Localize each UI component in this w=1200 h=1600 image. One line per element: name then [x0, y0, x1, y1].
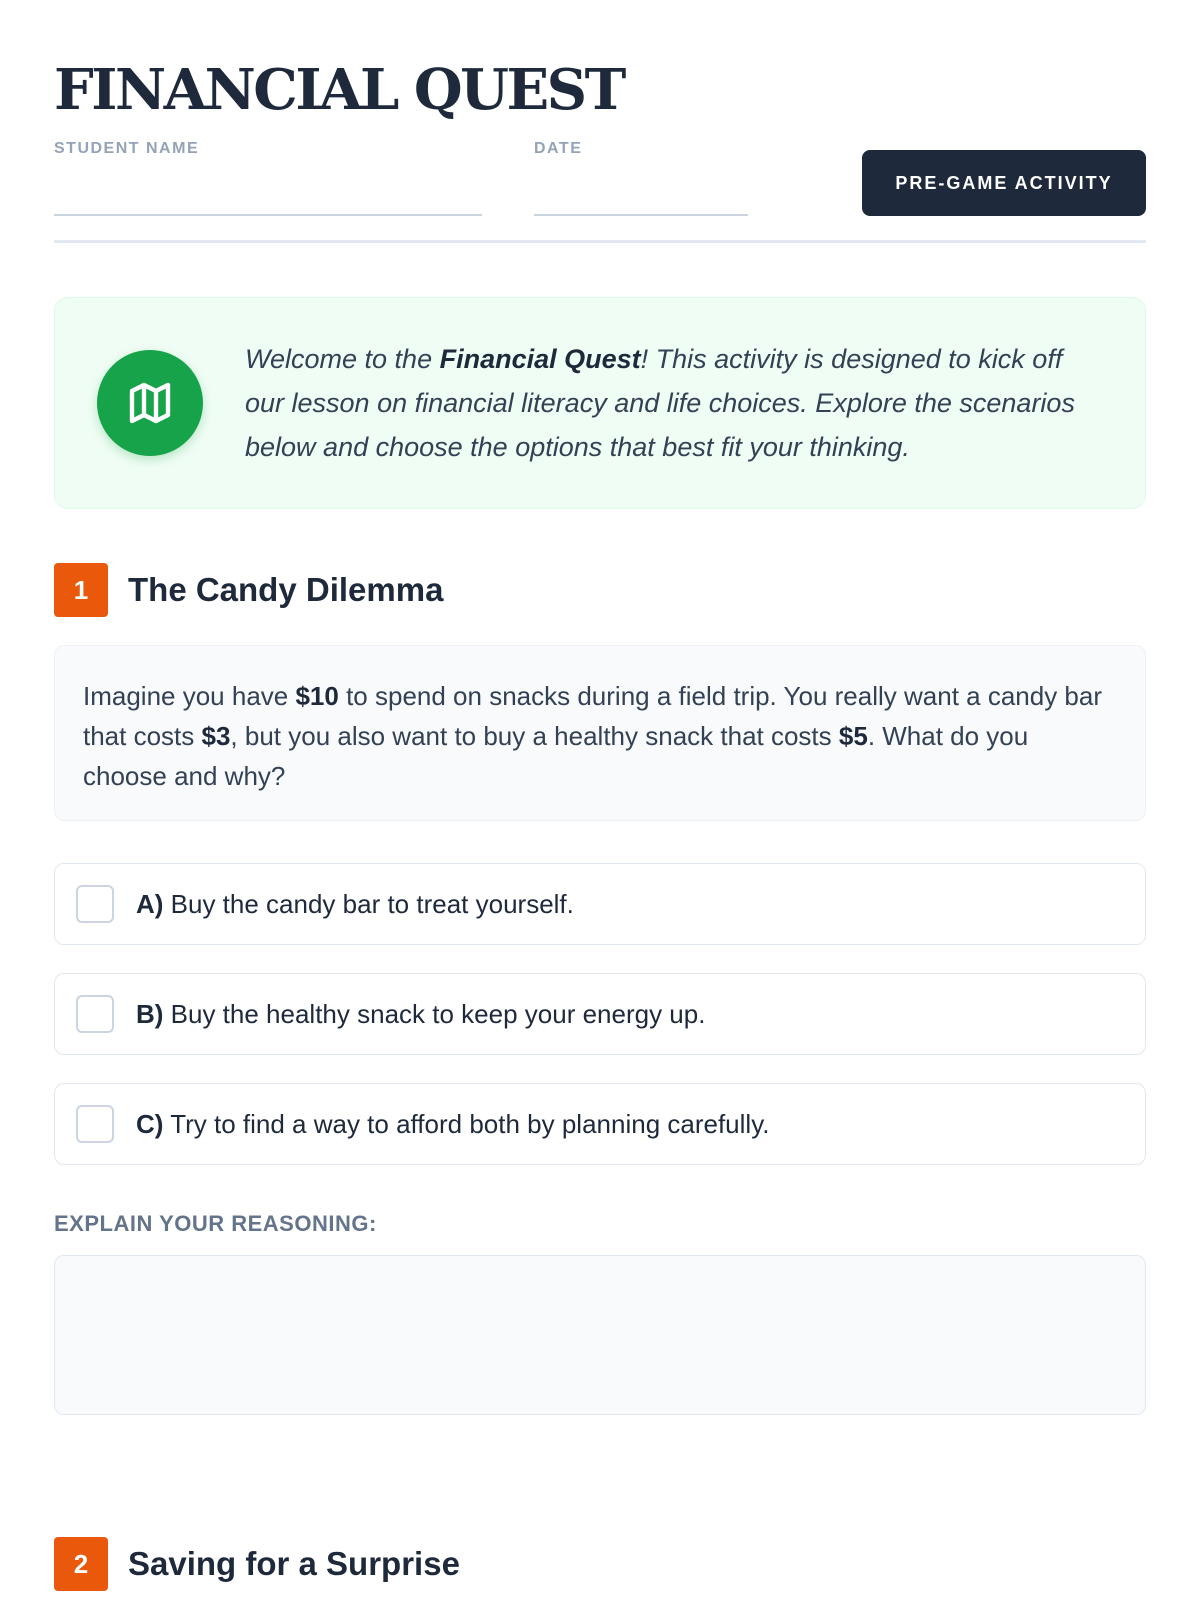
welcome-text: Welcome to the Financial Quest! This activity is designed to kick off our lesson on financial literacy and life choices. Explore the scenarios below and choose the options that best fit your thinking. [245, 344, 1075, 462]
checkbox[interactable] [76, 1105, 114, 1143]
date-label: DATE [534, 140, 583, 157]
option-letter: A) [136, 888, 164, 919]
option-letter: C) [136, 1108, 164, 1139]
header-fields [54, 140, 1146, 236]
date-field[interactable] [534, 140, 582, 158]
section-1-header [54, 563, 1146, 617]
student-name-line [54, 214, 482, 216]
student-name-label: STUDENT NAME [54, 140, 200, 157]
section-number: 1 [54, 563, 108, 617]
scenario-text: Imagine you have $10 to spend on snacks during a field trip. You really want a candy bar that costs $3, but you also want to buy a healthy snack that costs $5. What do you choose and why? [54, 645, 1146, 821]
option-c[interactable] [54, 1083, 1146, 1165]
checkbox[interactable] [76, 885, 114, 923]
checkbox[interactable] [76, 995, 114, 1033]
section-number: 2 [54, 1537, 108, 1591]
section-title: Saving for a Surprise [128, 1545, 460, 1582]
map-icon [97, 350, 203, 456]
header-divider [54, 240, 1146, 243]
option-label: Buy the candy bar to treat yourself. [163, 888, 574, 919]
student-name-field[interactable] [54, 140, 199, 158]
section-2-header [54, 1537, 1146, 1591]
option-b[interactable] [54, 973, 1146, 1055]
activity-badge: PRE-GAME ACTIVITY [862, 150, 1146, 216]
page-title: FINANCIAL QUEST [54, 57, 624, 123]
option-label: Try to find a way to afford both by planning carefully. [163, 1108, 770, 1139]
options-list [54, 863, 1146, 1165]
option-label: Buy the healthy snack to keep your energy up. [163, 998, 706, 1029]
welcome-callout [54, 297, 1146, 509]
option-letter: B) [136, 998, 164, 1029]
reasoning-textarea[interactable] [54, 1255, 1146, 1415]
section-title: The Candy Dilemma [128, 571, 444, 608]
date-line [534, 214, 748, 216]
option-a[interactable] [54, 863, 1146, 945]
reasoning-label: EXPLAIN YOUR REASONING: [54, 1211, 377, 1236]
